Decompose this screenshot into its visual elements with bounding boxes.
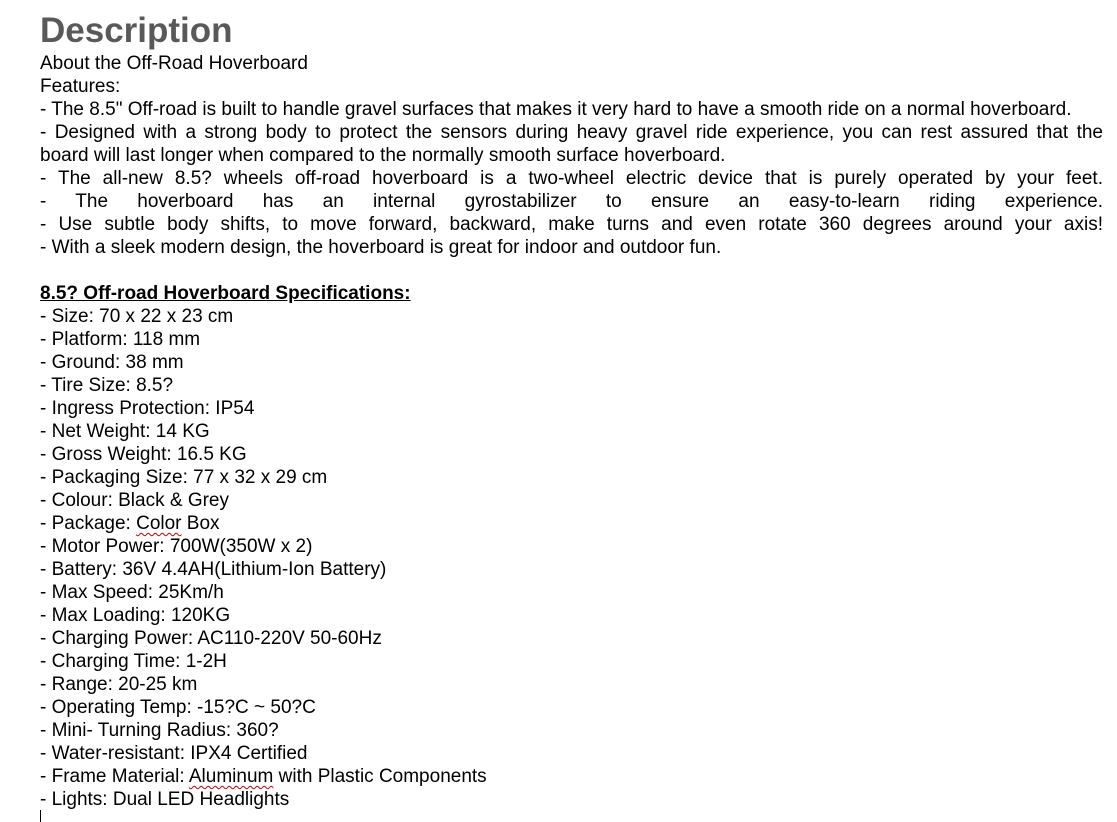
feature-line: board will last longer when compared to the normally smooth surface hoverboard. <box>40 145 726 166</box>
spec-line: - Gross Weight: 16.5 KG <box>40 444 247 465</box>
blank-line <box>40 259 1103 282</box>
feature-line: - With a sleek modern design, the hoverboard is great for indoor and outdoor fun. <box>40 237 722 258</box>
about-line: About the Off-Road Hoverboard <box>40 53 308 74</box>
spec-line: - Size: 70 x 22 x 23 cm <box>40 306 234 327</box>
spec-line: - Net Weight: 14 KG <box>40 421 210 442</box>
spec-line: - Mini- Turning Radius: 360? <box>40 720 279 741</box>
spec-line: - Packaging Size: 77 x 32 x 29 cm <box>40 467 328 488</box>
text-cursor <box>40 810 41 822</box>
spec-line: - Colour: Black & Grey <box>40 490 229 511</box>
feature-line: - The hoverboard has an internal gyrostabilizer to ensure an easy-to-learn riding experience. <box>40 191 1103 212</box>
spec-prefix: - Package: <box>40 513 137 534</box>
spec-line: - Tire Size: 8.5? <box>40 375 174 396</box>
spec-line: - Operating Temp: -15?C ~ 50?C <box>40 697 316 718</box>
spec-line: - Max Speed: 25Km/h <box>40 582 224 603</box>
spelling-flagged-word[interactable]: Aluminum <box>188 766 274 787</box>
spec-line: - Charging Power: AC110-220V 50-60Hz <box>40 628 382 649</box>
feature-line: - Designed with a strong body to protect the sensors during heavy gravel ride experience, you can rest assured that the <box>40 122 1103 143</box>
feature-line: - Use subtle body shifts, to move forward, backward, make turns and even rotate 360 degrees around your axis! <box>40 214 1103 235</box>
spec-line: - Battery: 36V 4.4AH(Lithium-Ion Battery) <box>40 559 387 580</box>
spec-line: - Ingress Protection: IP54 <box>40 398 255 419</box>
spec-line: - Water-resistant: IPX4 Certified <box>40 743 308 764</box>
spec-suffix: Box <box>181 513 220 534</box>
spelling-flagged-word[interactable]: Color <box>136 513 182 534</box>
spec-line: - Ground: 38 mm <box>40 352 184 373</box>
spec-prefix: - Frame Material: <box>40 766 189 787</box>
spec-line: - Platform: 118 mm <box>40 329 201 350</box>
feature-line: - The 8.5" Off-road is built to handle gravel surfaces that makes it very hard to have a smooth ride on a normal hoverboard. <box>40 99 1072 120</box>
spec-line-frame <box>40 765 1103 788</box>
document-body[interactable] <box>40 10 1103 811</box>
spec-suffix: with Plastic Components <box>273 766 487 787</box>
page-title: Description <box>40 11 233 50</box>
spec-line: - Motor Power: 700W(350W x 2) <box>40 536 313 557</box>
spec-line: - Lights: Dual LED Headlights <box>40 789 290 810</box>
features-label: Features: <box>40 76 121 97</box>
spec-heading: 8.5? Off-road Hoverboard Specifications: <box>40 283 411 304</box>
spec-line-package <box>40 512 1103 535</box>
feature-line: - The all-new 8.5? wheels off-road hoverboard is a two-wheel electric device that is purely operated by your feet. <box>40 168 1103 189</box>
spec-line: - Charging Time: 1-2H <box>40 651 227 672</box>
spec-line: - Max Loading: 120KG <box>40 605 231 626</box>
spec-line: - Range: 20-25 km <box>40 674 198 695</box>
